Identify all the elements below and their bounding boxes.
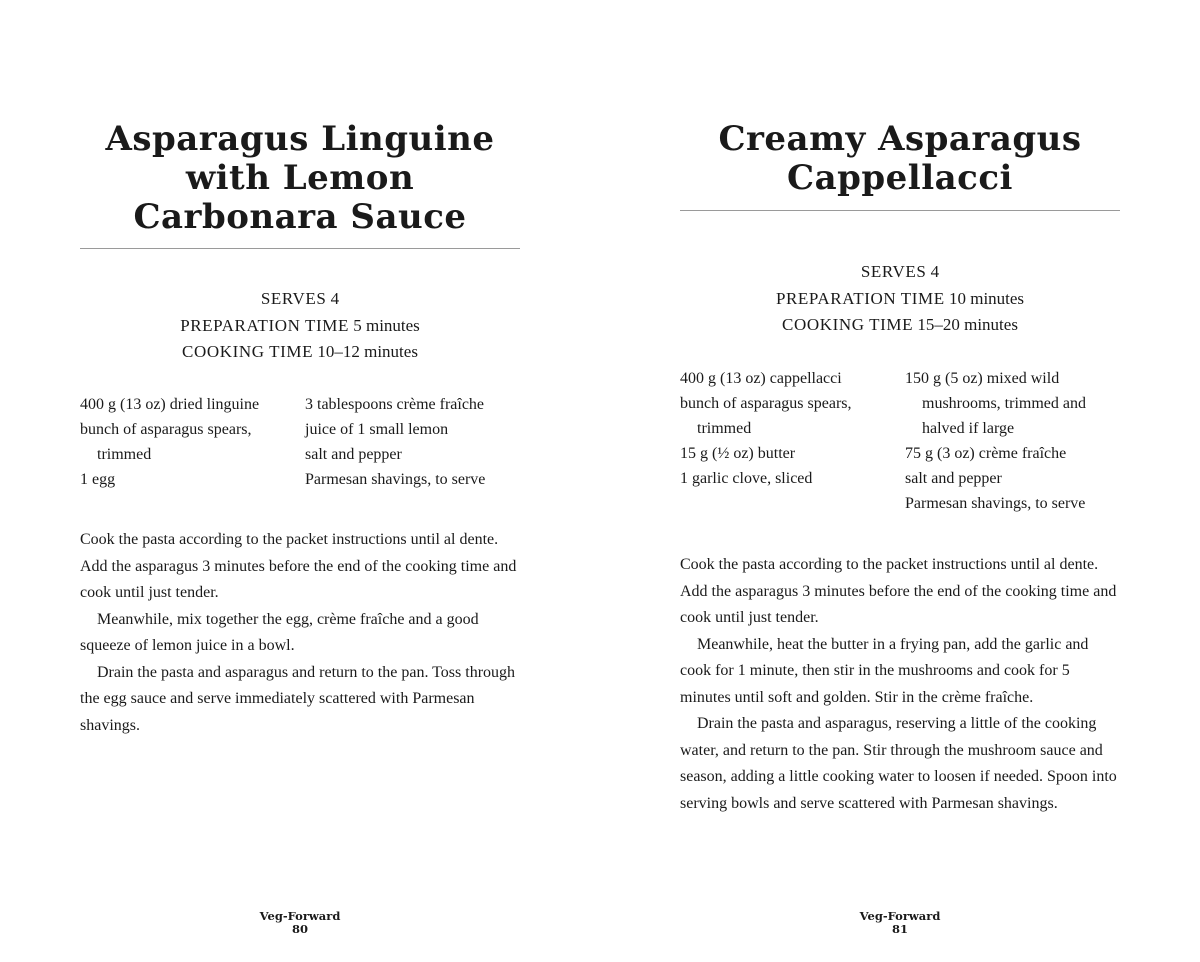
cook-time-value: 10–12 minutes: [317, 342, 418, 361]
page-number: 81: [891, 922, 908, 936]
cook-time-line: [680, 312, 1120, 339]
title-divider: [680, 210, 1120, 211]
left-page: [80, 0, 520, 962]
running-footer-title: Veg-Forward: [859, 909, 941, 923]
ingredient-item: 400 g (13 oz) cappellacci: [680, 370, 842, 387]
ingredient-item: 1 garlic clove, sliced: [680, 470, 813, 487]
page-footer: [80, 910, 520, 936]
ingredient-item: salt and pepper: [905, 470, 1002, 487]
method-paragraph: Meanwhile, heat the butter in a frying pan, add the garlic and cook for 1 minute, then stir in the mushrooms and cook for 5 minutes until soft and golden. Stir in the crème fraîche.: [680, 635, 1089, 706]
prep-time-value: 5 minutes: [353, 315, 420, 335]
cook-time-label: COOKING TIME: [182, 342, 314, 361]
ingredient-item: Parmesan shavings, to serve: [305, 471, 486, 488]
method-text: [680, 552, 1120, 817]
page-footer: [680, 910, 1120, 936]
method-paragraph: Drain the pasta and asparagus, reserving a little of the cooking water, and return to the pan. Stir through the mushroom sauce and season, adding a little cooking water to loosen if needed. Spoon into serving bowls and serve scattered with Parmesan shavings.: [680, 715, 1117, 812]
method-text: [80, 527, 520, 739]
ingredient-item: juice of 1 small lemon: [305, 421, 449, 438]
running-footer-title: Veg-Forward: [259, 909, 341, 923]
title-line: with Lemon: [185, 158, 415, 198]
serves-line: [80, 286, 520, 313]
title-divider: [80, 248, 520, 249]
serves-label: SERVES: [860, 262, 927, 281]
title-line: Creamy Asparagus: [718, 119, 1082, 159]
serves-value: 4: [930, 262, 940, 281]
ingredients-column: [680, 366, 905, 516]
cook-time-label: COOKING TIME: [782, 315, 914, 334]
recipe-meta: [80, 286, 520, 366]
method-paragraph: Meanwhile, mix together the egg, crème fraîche and a good squeeze of lemon juice in a bowl.: [80, 610, 479, 654]
method-paragraph: Cook the pasta according to the packet instructions until al dente. Add the asparagus 3 minutes before the end of the cooking time and cook until just tender.: [680, 556, 1117, 626]
prep-time-line: [680, 286, 1120, 313]
cook-time-line: [80, 339, 520, 366]
ingredient-item: bunch of asparagus spears, trimmed: [680, 395, 852, 437]
serves-line: [680, 259, 1120, 286]
title-line: Asparagus Linguine: [105, 119, 495, 159]
ingredient-item: 400 g (13 oz) dried linguine: [80, 396, 260, 413]
ingredient-item: salt and pepper: [305, 446, 402, 463]
method-paragraph: Cook the pasta according to the packet instructions until al dente. Add the asparagus 3 minutes before the end of the cooking time and cook until just tender.: [80, 531, 517, 601]
method-paragraph: Drain the pasta and asparagus and return to the pan. Toss through the egg sauce and serve immediately scattered with Parmesan shavings.: [80, 663, 516, 734]
ingredients-column: [905, 366, 1120, 516]
ingredients-list: [80, 392, 520, 492]
ingredient-item: 3 tablespoons crème fraîche: [305, 396, 485, 413]
prep-time-line: [80, 313, 520, 340]
ingredients-column: [80, 392, 305, 492]
recipe-meta: [680, 259, 1120, 339]
recipe-title: [80, 120, 520, 237]
ingredient-item: 15 g (½ oz) butter: [680, 445, 796, 462]
page-number: 80: [291, 922, 308, 936]
title-line: Carbonara Sauce: [133, 197, 467, 237]
ingredient-item: bunch of asparagus spears, trimmed: [80, 421, 252, 463]
prep-time-label: PREPARATION TIME: [180, 315, 349, 335]
ingredients-list: [680, 366, 1120, 516]
serves-label: SERVES: [260, 289, 327, 308]
cook-time-value: 15–20 minutes: [917, 315, 1018, 334]
ingredient-item: Parmesan shavings, to serve: [905, 495, 1086, 512]
prep-time-label: PREPARATION TIME: [775, 288, 945, 308]
title-line: Cappellacci: [787, 158, 1013, 198]
prep-time-value: 10 minutes: [948, 288, 1025, 308]
ingredient-item: 150 g (5 oz) mixed wild mushrooms, trimmed and halved if large: [905, 370, 1086, 437]
recipe-title: [680, 120, 1120, 198]
right-page: [680, 0, 1120, 962]
ingredient-item: 75 g (3 oz) crème fraîche: [905, 445, 1067, 462]
ingredients-column: [305, 392, 520, 492]
serves-value: 4: [330, 289, 340, 308]
ingredient-item: 1 egg: [80, 471, 116, 488]
